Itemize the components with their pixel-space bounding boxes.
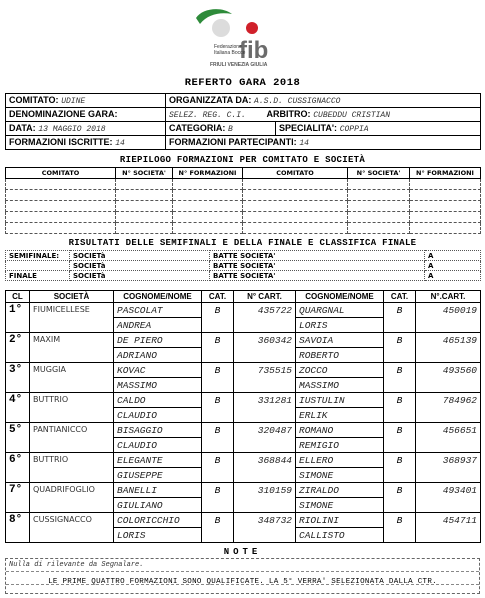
denominazione-label: DENOMINAZIONE GARA: <box>9 109 118 119</box>
page-title: REFERTO GARA 2018 <box>184 77 301 89</box>
player2-name: CALLISTO <box>296 528 384 543</box>
societa-label: SOCIETà <box>70 261 210 271</box>
iscritte-label: FORMAZIONI ISCRITTE: <box>9 137 113 147</box>
categoria-value: B <box>228 125 233 134</box>
results-header: N° CART. <box>234 291 296 303</box>
player1-surname: CALDO <box>114 393 202 408</box>
riep-empty-row <box>6 190 481 201</box>
results-header: COGNOME/NOME <box>114 291 202 303</box>
player2-card: 493401 <box>416 483 481 513</box>
partecipanti-label: FORMAZIONI PARTECIPANTI: <box>169 137 297 147</box>
player1-surname: COLORICCHIO <box>114 513 202 528</box>
player2-surname: ROMANO <box>296 423 384 438</box>
player1-surname: BANELLI <box>114 483 202 498</box>
logo-line3: FRIULI VENEZIA GIULIA <box>210 62 268 68</box>
player2-category: B <box>384 513 416 543</box>
riepilogo-table <box>5 167 481 234</box>
player1-name: LORIS <box>114 528 202 543</box>
finale-label: FINALE <box>6 271 70 281</box>
player1-name: GIULIANO <box>114 498 202 513</box>
player1-name: ANDREA <box>114 318 202 333</box>
comitato-label: COMITATO: <box>9 95 59 105</box>
team-cell: CUSSIGNACCO <box>30 513 114 543</box>
results-header: N°.CART. <box>416 291 481 303</box>
logo-text: fib <box>239 37 269 64</box>
denominazione-cell <box>6 108 166 122</box>
player2-card: 456651 <box>416 423 481 453</box>
categoria-label: CATEGORIA: <box>169 123 226 133</box>
player1-category: B <box>202 333 234 363</box>
player2-name: MASSIMO <box>296 378 384 393</box>
organizzata-value: A.S.D. CUSSIGNACCO <box>254 97 341 106</box>
player1-card: 360342 <box>234 333 296 363</box>
team-row <box>6 393 481 408</box>
team-cell: PANTIANICCO <box>30 423 114 453</box>
player1-name: ADRIANO <box>114 348 202 363</box>
team-row <box>6 303 481 318</box>
rank-cell: 8° <box>6 513 30 543</box>
societa-label: SOCIETà <box>70 271 210 281</box>
riep-header: N° SOCIETA' <box>116 168 173 179</box>
player1-category: B <box>202 423 234 453</box>
data-cell <box>6 122 166 136</box>
rank-cell: 7° <box>6 483 30 513</box>
player1-card: 331281 <box>234 393 296 423</box>
player2-surname: IUSTULIN <box>296 393 384 408</box>
specialita-cell <box>276 122 481 136</box>
iscritte-value: 14 <box>115 139 125 148</box>
player2-surname: SAVOIA <box>296 333 384 348</box>
batte-label: BATTE SOCIETA' <box>210 251 425 261</box>
fib-logo-mark <box>192 6 288 68</box>
team-cell: MAXIM <box>30 333 114 363</box>
rank-cell: 6° <box>6 453 30 483</box>
player1-category: B <box>202 453 234 483</box>
results-table <box>5 290 481 543</box>
riep-header: COMITATO <box>243 168 348 179</box>
player2-category: B <box>384 363 416 393</box>
team-row <box>6 483 481 498</box>
player1-surname: KOVAC <box>114 363 202 378</box>
notes-box <box>5 558 480 594</box>
info-table <box>5 93 481 150</box>
partecipanti-value: 14 <box>299 139 309 148</box>
player2-card: 784962 <box>416 393 481 423</box>
player2-card: 450019 <box>416 303 481 333</box>
specialita-label: SPECIALITA': <box>279 123 337 133</box>
comitato-cell <box>6 94 166 108</box>
riep-header: COMITATO <box>6 168 116 179</box>
player2-name: LORIS <box>296 318 384 333</box>
riep-header: N° FORMAZIONI <box>410 168 481 179</box>
semifinale-label-blank <box>6 261 70 271</box>
fib-logo <box>192 6 288 68</box>
player2-surname: RIOLINI <box>296 513 384 528</box>
riep-empty-row <box>6 212 481 223</box>
player2-surname: ELLERO <box>296 453 384 468</box>
player1-card: 368844 <box>234 453 296 483</box>
logo-line2: Italiana Bocce <box>214 50 246 56</box>
note-line-2: LE PRIME QUATTRO FORMAZIONI SONO QUALIFICATE. LA 5° VERRA' SELEZIONATA DALLA CTR. <box>48 578 437 586</box>
riepilogo-title: RIEPILOGO FORMAZIONI PER COMITATO E SOCIETÀ <box>119 155 366 165</box>
data-value: 13 MAGGIO 2018 <box>38 125 106 134</box>
player2-surname: ZIRALDO <box>296 483 384 498</box>
arbitro-label: ARBITRO: <box>266 109 311 119</box>
a-label: A <box>425 261 481 271</box>
player1-card: 735515 <box>234 363 296 393</box>
semifinali-table <box>5 250 481 281</box>
player1-surname: BISAGGIO <box>114 423 202 438</box>
organizzata-cell <box>166 94 481 108</box>
rank-cell: 3° <box>6 363 30 393</box>
data-label: DATA: <box>9 123 36 133</box>
player2-card: 465139 <box>416 333 481 363</box>
player2-name: SIMONE <box>296 498 384 513</box>
player2-surname: ZOCCO <box>296 363 384 378</box>
batte-label: BATTE SOCIETA' <box>210 261 425 271</box>
player2-card: 368937 <box>416 453 481 483</box>
batte-label: BATTE SOCIETA' <box>210 271 425 281</box>
riep-empty-row <box>6 201 481 212</box>
player1-category: B <box>202 393 234 423</box>
organizzata-label: ORGANIZZATA DA: <box>169 95 252 105</box>
results-header: CAT. <box>202 291 234 303</box>
team-cell: MUGGIA <box>30 363 114 393</box>
player1-category: B <box>202 363 234 393</box>
team-row <box>6 513 481 528</box>
player1-surname: ELEGANTE <box>114 453 202 468</box>
player1-surname: DE PIERO <box>114 333 202 348</box>
team-row <box>6 333 481 348</box>
player2-name: REMIGIO <box>296 438 384 453</box>
player1-name: CLAUDIO <box>114 438 202 453</box>
player1-category: B <box>202 483 234 513</box>
denominazione-value: SELEZ. REG. C.I. <box>169 111 246 120</box>
rank-cell: 4° <box>6 393 30 423</box>
player1-category: B <box>202 513 234 543</box>
player1-card: 435722 <box>234 303 296 333</box>
player2-name: ERLIK <box>296 408 384 423</box>
player1-name: CLAUDIO <box>114 408 202 423</box>
team-cell: FIUMICELLESE <box>30 303 114 333</box>
categoria-cell <box>166 122 276 136</box>
arbitro-value: CUBEDDU CRISTIAN <box>313 111 391 120</box>
results-header: COGNOME/NOME <box>296 291 384 303</box>
team-row <box>6 423 481 438</box>
rank-cell: 5° <box>6 423 30 453</box>
player2-card: 493560 <box>416 363 481 393</box>
player2-name: ROBERTO <box>296 348 384 363</box>
team-cell: BUTTRIO <box>30 393 114 423</box>
note-title: NOTE <box>223 547 262 557</box>
team-cell: QUADRIFOGLIO <box>30 483 114 513</box>
player2-category: B <box>384 393 416 423</box>
societa-label: SOCIETà <box>70 251 210 261</box>
rank-cell: 1° <box>6 303 30 333</box>
riep-header: N° SOCIETA' <box>348 168 410 179</box>
riep-header: N° FORMAZIONI <box>173 168 243 179</box>
player2-category: B <box>384 483 416 513</box>
results-body <box>6 303 481 543</box>
rank-cell: 2° <box>6 333 30 363</box>
player2-surname: QUARGNAL <box>296 303 384 318</box>
team-row <box>6 363 481 378</box>
results-header-row <box>6 291 481 303</box>
player1-card: 320487 <box>234 423 296 453</box>
a-label: A <box>425 271 481 281</box>
a-label: A <box>425 251 481 261</box>
player1-card: 310159 <box>234 483 296 513</box>
player2-category: B <box>384 303 416 333</box>
player2-name: SIMONE <box>296 468 384 483</box>
results-header: SOCIETÀ <box>30 291 114 303</box>
player1-name: MASSIMO <box>114 378 202 393</box>
partecipanti-cell <box>166 136 481 150</box>
logo-grey-ball <box>212 19 230 37</box>
player2-category: B <box>384 423 416 453</box>
denominazione-arbitro-cell <box>166 108 481 122</box>
results-header: CAT. <box>384 291 416 303</box>
team-row <box>6 453 481 468</box>
player2-category: B <box>384 333 416 363</box>
note-divider <box>6 571 479 572</box>
player1-name: GIUSEPPE <box>114 468 202 483</box>
semifinali-title: RISULTATI DELLE SEMIFINALI E DELLA FINALE E CLASSIFICA FINALE <box>68 238 417 248</box>
player1-card: 348732 <box>234 513 296 543</box>
iscritte-cell <box>6 136 166 150</box>
comitato-value: UDINE <box>61 97 86 106</box>
team-cell: BUTTRIO <box>30 453 114 483</box>
logo-red-ball <box>246 22 258 34</box>
specialita-value: COPPIA <box>339 125 369 134</box>
player1-surname: PASCOLAT <box>114 303 202 318</box>
player2-category: B <box>384 453 416 483</box>
note-line-1: Nulla di rilevante da Segnalare. <box>9 561 144 569</box>
riep-empty-row <box>6 223 481 234</box>
player1-category: B <box>202 303 234 333</box>
semifinale-label: SEMIFINALE: <box>6 251 70 261</box>
results-header: CL <box>6 291 30 303</box>
logo-line1: Federazione <box>214 44 242 50</box>
riep-empty-row <box>6 179 481 190</box>
player2-card: 454711 <box>416 513 481 543</box>
